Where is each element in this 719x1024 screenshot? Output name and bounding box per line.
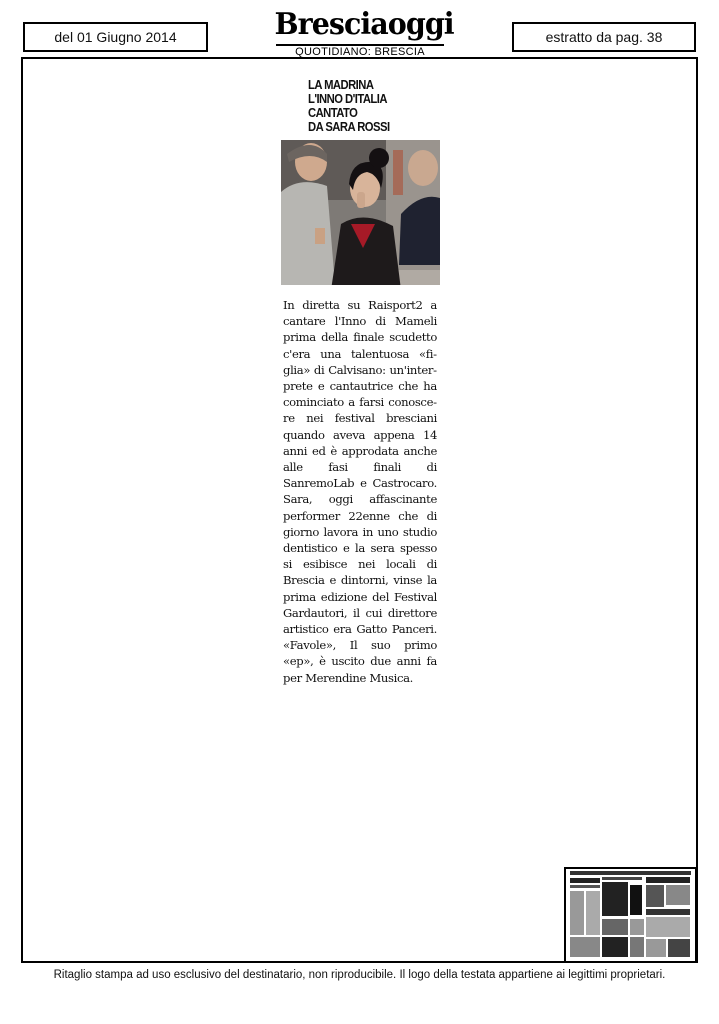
issue-date: del 01 Giugno 2014 [54, 29, 177, 45]
copyright-notice: Ritaglio stampa ad uso esclusivo del destinatario, non riproducibile. Il logo della testata appartiene ai legittimi proprietari. [53, 969, 666, 981]
title-line: CANTATO [308, 106, 358, 120]
title-line: DA SARA ROSSI [308, 120, 390, 134]
article-body: In diretta su Raisport2 a cantare l'Inno di Mameli prima della finale scudetto c'era una talentuosa «figlia» di Calvisano: un'interprete e cantautrice che ha cominciato a farsi conoscere nei festival bresciani quando aveva appena 14 anni ed è approdata anche alle fasi finali di SanremoLab e Castrocaro. Sara, oggi affascinante performer 22enne che di giorno lavora in uno studio dentistico e la sera spesso si esibisce nei locali di Brescia e dintorni, vinse la prima edizione del Festival Gardautori, il cui direttore artistico era Gatto Panceri. «Favole», Il suo primo «ep», è uscito due anni fa per Merendine Musica. [283, 298, 437, 685]
page-reference: estratto da pag. 38 [545, 29, 663, 45]
logo-subtitle: QUOTIDIANO: BRESCIA [295, 46, 425, 58]
title-line: LA MADRINA [308, 78, 374, 92]
portrait-photo-icon [281, 140, 440, 285]
date-box [23, 22, 208, 52]
article-title [308, 78, 416, 134]
newspaper-logo [270, 7, 454, 60]
title-line: L'INNO D'ITALIA [308, 92, 387, 106]
page-box [512, 22, 696, 52]
logo-text: Bresciaoggi [274, 7, 454, 42]
newspaper-page-thumbnail-icon [564, 867, 697, 963]
